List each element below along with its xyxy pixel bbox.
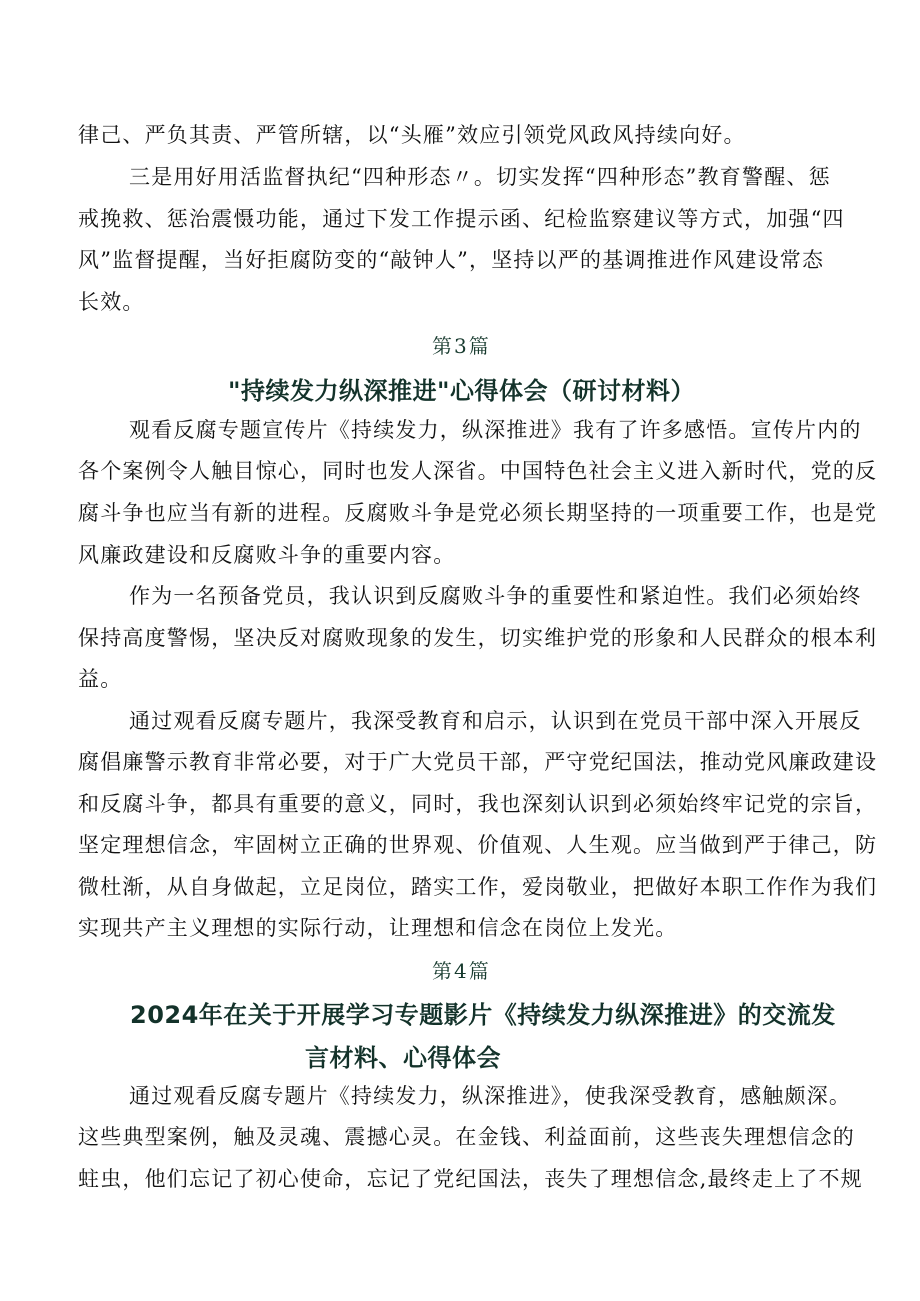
paragraph-line: 作为一名预备党员，我认识到反腐败斗争的重要性和紧迫性。我们必须始终: [129, 584, 862, 608]
paragraph-line: 三是用好用活监督执纪“四种形态〃。切实发挥“四种形态”教育警醒、惩: [129, 165, 831, 189]
paragraph-line: 这些典型案例，触及灵魂、震撼心灵。在金钱、利益面前，这些丧失理想信念的: [78, 1125, 855, 1149]
paragraph-line: 通过观看反腐专题片，我深受教育和启示，认识到在党员干部中深入开展反: [129, 709, 862, 733]
paragraph-line: 通过观看反腐专题片《持续发力，纵深推进》，使我深受教育，感触颇深。: [129, 1084, 852, 1108]
article-title-4-line2: 言材料、心得体会: [305, 1044, 501, 1072]
paragraph-line: 风廉政建设和反腐败斗争的重要内容。: [78, 543, 456, 567]
paragraph-line: 各个案例令人触目惊心，同时也发人深省。中国特色社会主义进入新时代，党的反: [78, 459, 878, 483]
paragraph-line: 和反腐斗争，都具有重要的意义，同时，我也深刻认识到必须始终牢记党的宗旨，: [78, 792, 878, 816]
paragraph-line: 益。: [78, 667, 123, 691]
section-heading-4: 第4篇: [432, 959, 491, 983]
paragraph-line: 戒挽救、惩治震慑功能，通过下发工作提示函、纪检监察建议等方式，加强“四: [78, 207, 845, 231]
paragraph-line: 坚定理想信念，牢固树立正确的世界观、价值观、人生观。应当做到严于律己，防: [78, 833, 878, 857]
paragraph-line: 长效。: [78, 290, 145, 314]
article-title-4-line1: 2024年在关于开展学习专题影片《持续发力纵深推进》的交流发: [130, 1001, 836, 1029]
paragraph-line: 微杜渐，从自身做起，立足岗位，踏实工作，爱岗敬业，把做好本职工作作为我们: [78, 875, 878, 899]
paragraph-line: 风”监督提醒，当好拒腐防变的“敲钟人”，坚持以严的基调推进作风建设常态: [78, 248, 825, 272]
paragraph-line: 蛀虫，他们忘记了初心使命，忘记了党纪国法，丧失了理想信念,最终走上了不规: [78, 1167, 863, 1191]
paragraph-line: 律己、严负其责、严管所辖，以“头雁”效应引领党风政风持续向好。: [78, 123, 746, 147]
section-heading-3: 第3篇: [432, 334, 491, 358]
paragraph-line: 腐斗争也应当有新的进程。反腐败斗争是党必须长期坚持的一项重要工作，也是党: [78, 501, 878, 525]
paragraph-line: 保持高度警惕，坚决反对腐败现象的发生，切实维护党的形象和人民群众的根本利: [78, 626, 878, 650]
paragraph-line: 腐倡廉警示教育非常必要，对于广大党员干部，严守党纪国法，推动党风廉政建设: [78, 750, 878, 774]
article-title-3: "持续发力纵深推进"心得体会（研讨材料）: [228, 377, 696, 405]
paragraph-line: 观看反腐专题宣传片《持续发力，纵深推进》我有了许多感悟。宣传片内的: [129, 418, 862, 442]
paragraph-line: 实现共产主义理想的实际行动，让理想和信念在岗位上发光。: [78, 916, 678, 940]
